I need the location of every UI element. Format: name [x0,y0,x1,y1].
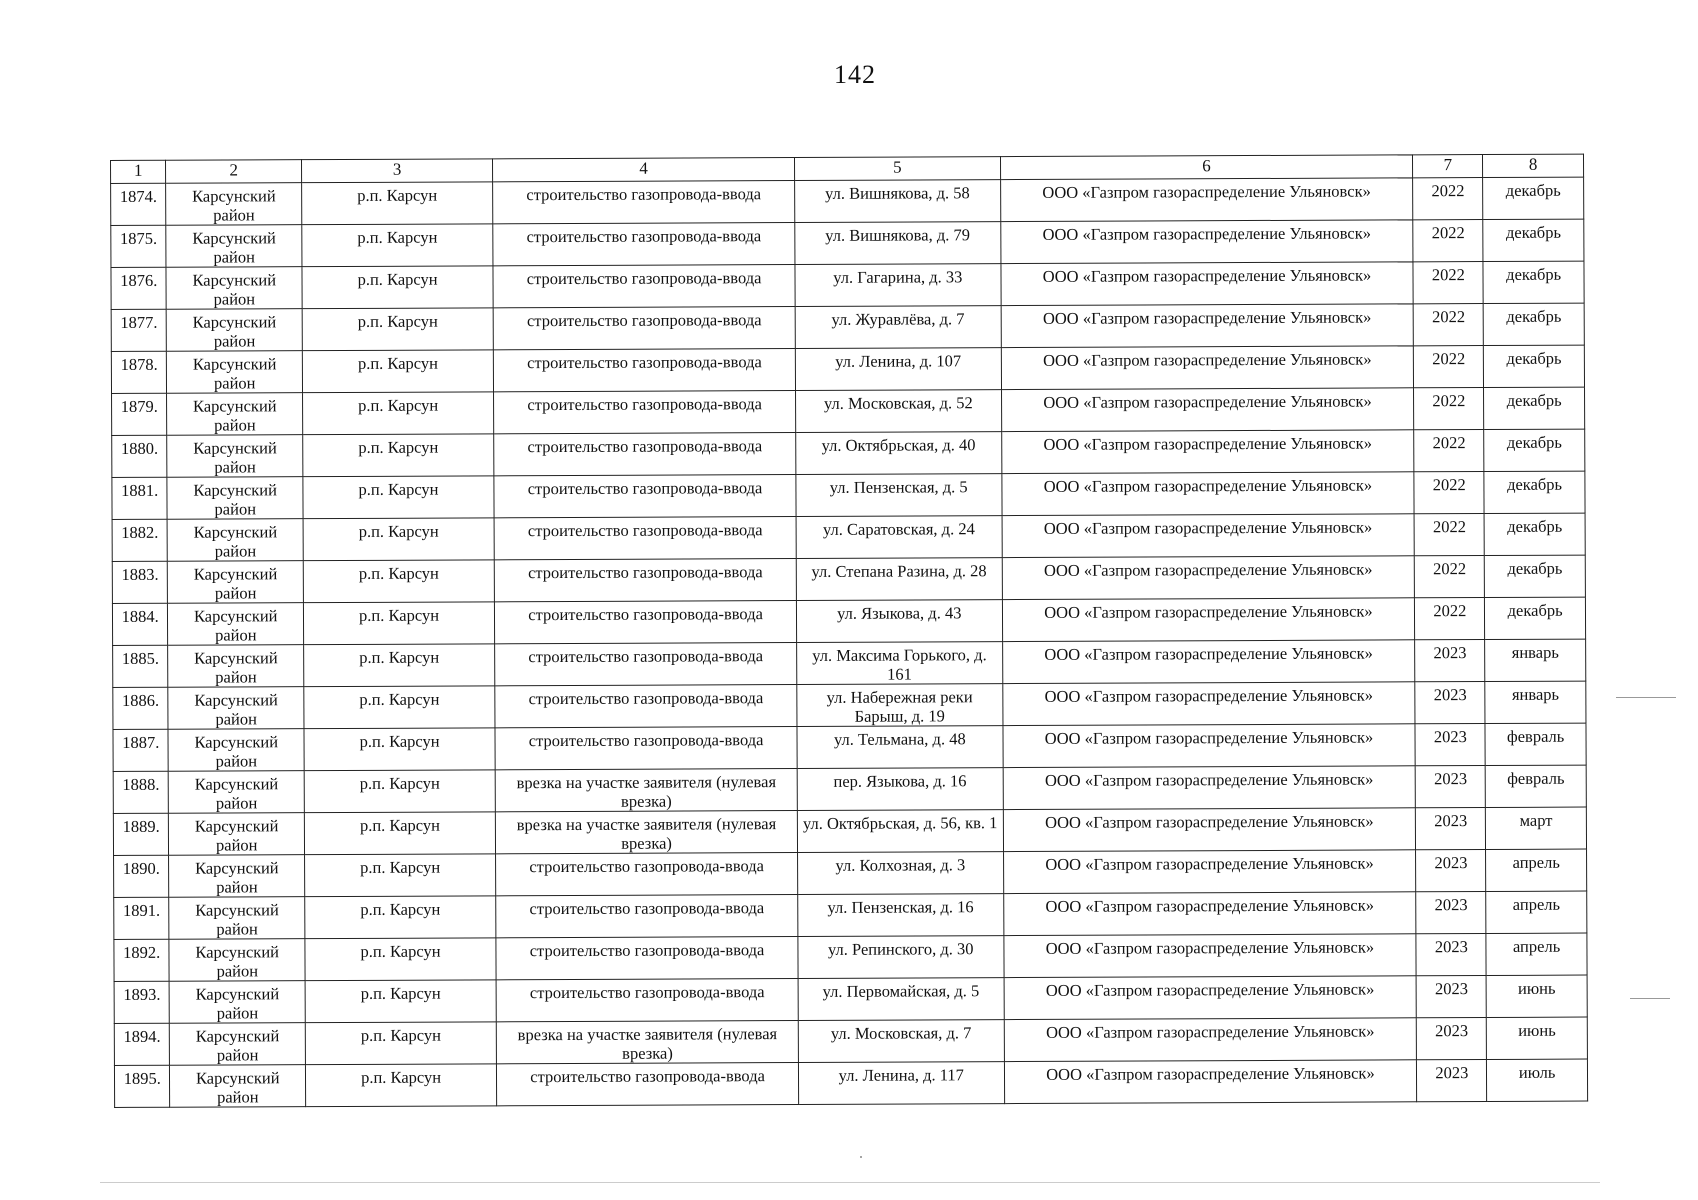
table-row [111,219,1584,267]
month-cell: декабрь [1483,261,1584,303]
page-number: 142 [834,60,876,89]
row-number-cell: 1883. [112,561,168,603]
address-cell: ул. Вишнякова, д. 58 [795,180,1001,223]
month-cell: апрель [1486,933,1587,975]
locality-cell: р.п. Карсун [305,1022,496,1065]
organization-cell: ООО «Газпром газораспределение Ульяновск» [1001,472,1414,516]
scan-artifact [1616,697,1676,698]
organization-cell: ООО «Газпром газораспределение Ульяновск» [1003,766,1416,810]
address-cell: ул. Саратовская, д. 24 [796,516,1002,559]
year-cell: 2022 [1413,220,1483,262]
row-number-cell: 1895. [114,1065,170,1107]
row-number-cell: 1891. [114,897,170,939]
year-cell: 2023 [1415,640,1485,682]
locality-cell: р.п. Карсун [302,182,493,225]
locality-cell: р.п. Карсун [304,770,495,813]
work-type-cell: строительство газопровода-ввода [495,685,797,728]
locality-cell: р.п. Карсун [302,224,493,267]
organization-cell: ООО «Газпром газораспределение Ульяновск» [1001,430,1414,474]
address-cell: ул. Московская, д. 7 [798,1020,1004,1063]
work-type-cell: строительство газопровода-ввода [496,979,798,1022]
district-cell: Карсунский район [168,603,304,646]
table-row [112,555,1585,603]
locality-cell: р.п. Карсун [305,1064,496,1107]
district-cell: Карсунский район [166,183,302,226]
year-cell: 2023 [1416,892,1486,934]
work-type-cell: врезка на участке заявителя (нулевая врезка) [496,1021,798,1064]
month-cell: март [1486,807,1587,849]
organization-cell: ООО «Газпром газораспределение Ульяновск» [1002,682,1415,726]
column-header: 3 [302,159,493,183]
address-cell: пер. Языкова, д. 16 [797,768,1003,811]
year-cell: 2022 [1415,556,1485,598]
district-cell: Карсунский район [168,519,304,562]
locality-cell: р.п. Карсун [303,392,494,435]
table-row [111,261,1584,309]
table-row [113,807,1586,855]
district-cell: Карсунский район [170,1065,306,1108]
year-cell: 2022 [1414,430,1484,472]
table-row [113,681,1586,729]
district-cell: Карсунский район [169,939,305,982]
column-header: 4 [493,158,795,182]
row-number-cell: 1884. [112,603,168,645]
gas-connection-table [110,154,1588,1108]
row-number-cell: 1881. [112,477,168,519]
district-cell: Карсунский район [167,435,303,478]
year-cell: 2022 [1413,178,1483,220]
address-cell: ул. Пензенская, д. 5 [796,474,1002,517]
month-cell: апрель [1486,891,1587,933]
row-number-cell: 1876. [111,267,167,309]
row-number-cell: 1877. [111,309,167,351]
month-cell: декабрь [1485,597,1586,639]
locality-cell: р.п. Карсун [302,350,493,393]
organization-cell: ООО «Газпром газораспределение Ульяновск» [1004,1060,1417,1104]
organization-cell: ООО «Газпром газораспределение Ульяновск» [1004,976,1417,1020]
column-header: 1 [111,160,167,183]
district-cell: Карсунский район [167,309,303,352]
organization-cell: ООО «Газпром газораспределение Ульяновск» [1001,304,1414,348]
year-cell: 2022 [1414,346,1484,388]
organization-cell: ООО «Газпром газораспределение Ульяновск» [1000,178,1413,222]
district-cell: Карсунский район [169,897,305,940]
row-number-cell: 1874. [111,183,167,225]
locality-cell: р.п. Карсун [304,812,495,855]
organization-cell: ООО «Газпром газораспределение Ульяновск» [1000,220,1413,264]
table-row [111,303,1584,351]
address-cell: ул. Ленина, д. 107 [795,348,1001,391]
address-cell: ул. Журавлёва, д. 7 [795,306,1001,349]
work-type-cell: строительство газопровода-ввода [493,223,795,266]
address-cell: ул. Степана Разина, д. 28 [796,558,1002,601]
year-cell: 2023 [1417,1060,1487,1102]
month-cell: июнь [1486,975,1587,1017]
column-header: 7 [1413,155,1483,178]
table-row [114,975,1587,1023]
district-cell: Карсунский район [166,267,302,310]
month-cell: декабрь [1484,513,1585,555]
work-type-cell: строительство газопровода-ввода [494,433,796,476]
address-cell: ул. Тельмана, д. 48 [797,726,1003,769]
month-cell: декабрь [1483,219,1584,261]
address-cell: ул. Вишнякова, д. 79 [795,222,1001,265]
month-cell: декабрь [1485,555,1586,597]
scan-artifact [100,1182,1600,1183]
organization-cell: ООО «Газпром газораспределение Ульяновск» [1002,724,1415,768]
month-cell: январь [1485,681,1586,723]
district-cell: Карсунский район [167,477,303,520]
month-cell: январь [1485,639,1586,681]
work-type-cell: строительство газопровода-ввода [496,937,798,980]
table-row [112,597,1585,645]
address-cell: ул. Ленина, д. 117 [799,1062,1005,1105]
address-cell: ул. Пензенская, д. 16 [798,894,1004,937]
month-cell: декабрь [1484,471,1585,513]
work-type-cell: строительство газопровода-ввода [493,181,795,224]
locality-cell: р.п. Карсун [303,476,494,519]
address-cell: ул. Набережная реки Барыш, д. 19 [797,684,1003,727]
address-cell: ул. Октябрьская, д. 40 [796,432,1002,475]
locality-cell: р.п. Карсун [305,854,496,897]
month-cell: декабрь [1484,345,1585,387]
district-cell: Карсунский район [168,561,304,604]
row-number-cell: 1889. [113,813,169,855]
month-cell: февраль [1485,765,1586,807]
district-cell: Карсунский район [168,729,304,772]
work-type-cell: строительство газопровода-ввода [494,517,796,560]
table-row [112,471,1585,519]
table-row [113,639,1586,687]
address-cell: ул. Московская, д. 52 [796,390,1002,433]
organization-cell: ООО «Газпром газораспределение Ульяновск» [1003,850,1416,894]
organization-cell: ООО «Газпром газораспределение Ульяновск» [1003,808,1416,852]
year-cell: 2023 [1415,724,1485,766]
table-row [111,345,1584,393]
month-cell: декабрь [1484,387,1585,429]
organization-cell: ООО «Газпром газораспределение Ульяновск» [1004,1018,1417,1062]
organization-cell: ООО «Газпром газораспределение Ульяновск» [1002,514,1415,558]
locality-cell: р.п. Карсун [303,518,494,561]
row-number-cell: 1879. [112,393,168,435]
organization-cell: ООО «Газпром газораспределение Ульяновск» [1001,346,1414,390]
month-cell: декабрь [1483,303,1584,345]
table-row [112,387,1585,435]
organization-cell: ООО «Газпром газораспределение Ульяновск» [1000,262,1413,306]
table-row [112,429,1585,477]
row-number-cell: 1890. [114,855,170,897]
table-row [114,1059,1587,1107]
address-cell: ул. Первомайская, д. 5 [798,978,1004,1021]
year-cell: 2023 [1416,934,1486,976]
work-type-cell: строительство газопровода-ввода [496,853,798,896]
locality-cell: р.п. Карсун [302,266,493,309]
column-header: 2 [166,160,302,184]
locality-cell: р.п. Карсун [305,938,496,981]
locality-cell: р.п. Карсун [304,728,495,771]
district-cell: Карсунский район [170,1023,306,1066]
organization-cell: ООО «Газпром газораспределение Ульяновск» [1003,934,1416,978]
row-number-cell: 1882. [112,519,168,561]
locality-cell: р.п. Карсун [302,308,493,351]
district-cell: Карсунский район [169,813,305,856]
locality-cell: р.п. Карсун [304,644,495,687]
locality-cell: р.п. Карсун [305,896,496,939]
row-number-cell: 1886. [113,687,169,729]
row-number-cell: 1892. [114,939,170,981]
work-type-cell: строительство газопровода-ввода [494,559,796,602]
address-cell: ул. Октябрьская, д. 56, кв. 1 [797,810,1003,853]
table-body [111,177,1588,1107]
locality-cell: р.п. Карсун [304,686,495,729]
month-cell: апрель [1486,849,1587,891]
locality-cell: р.п. Карсун [303,434,494,477]
year-cell: 2022 [1414,472,1484,514]
column-header: 8 [1483,154,1584,177]
address-cell: ул. Гагарина, д. 33 [795,264,1001,307]
work-type-cell: строительство газопровода-ввода [493,265,795,308]
work-type-cell: врезка на участке заявителя (нулевая врезка) [495,769,797,812]
table-row [111,177,1584,225]
work-type-cell: строительство газопровода-ввода [493,307,795,350]
scan-artifact [860,1156,862,1158]
table-row [114,849,1587,897]
district-cell: Карсунский район [167,393,303,436]
row-number-cell: 1887. [113,729,169,771]
locality-cell: р.п. Карсун [303,602,494,645]
year-cell: 2023 [1416,850,1486,892]
work-type-cell: строительство газопровода-ввода [495,601,797,644]
organization-cell: ООО «Газпром газораспределение Ульяновск» [1002,556,1415,600]
table-row [113,765,1586,813]
organization-cell: ООО «Газпром газораспределение Ульяновск» [1002,598,1415,642]
district-cell: Карсунский район [168,687,304,730]
column-header: 6 [1000,155,1413,180]
work-type-cell: строительство газопровода-ввода [497,1063,799,1106]
row-number-cell: 1894. [114,1023,170,1065]
district-cell: Карсунский район [169,771,305,814]
month-cell: июнь [1487,1017,1588,1059]
work-type-cell: строительство газопровода-ввода [495,643,797,686]
organization-cell: ООО «Газпром газораспределение Ульяновск» [1001,388,1414,432]
work-type-cell: строительство газопровода-ввода [494,391,796,434]
row-number-cell: 1893. [114,981,170,1023]
locality-cell: р.п. Карсун [303,560,494,603]
district-cell: Карсунский район [169,855,305,898]
table-row [112,513,1585,561]
address-cell: ул. Языкова, д. 43 [796,600,1002,643]
row-number-cell: 1885. [113,645,169,687]
row-number-cell: 1888. [113,771,169,813]
table-row [114,891,1587,939]
table-row [113,723,1586,771]
month-cell: декабрь [1483,177,1584,219]
district-cell: Карсунский район [170,981,306,1024]
year-cell: 2023 [1416,808,1486,850]
work-type-cell: врезка на участке заявителя (нулевая врезка) [495,811,797,854]
district-cell: Карсунский район [167,351,303,394]
row-number-cell: 1875. [111,225,167,267]
work-type-cell: строительство газопровода-ввода [496,895,798,938]
row-number-cell: 1880. [112,435,168,477]
address-cell: ул. Колхозная, д. 3 [798,852,1004,895]
address-cell: ул. Репинского, д. 30 [798,936,1004,979]
month-cell: июль [1487,1059,1588,1101]
year-cell: 2022 [1414,388,1484,430]
month-cell: декабрь [1484,429,1585,471]
year-cell: 2023 [1416,976,1486,1018]
table-row [114,933,1587,981]
work-type-cell: строительство газопровода-ввода [494,475,796,518]
work-type-cell: строительство газопровода-ввода [495,727,797,770]
year-cell: 2022 [1414,304,1484,346]
scan-artifact [1630,998,1670,999]
district-cell: Карсунский район [168,645,304,688]
year-cell: 2022 [1413,262,1483,304]
year-cell: 2023 [1417,1018,1487,1060]
row-number-cell: 1878. [111,351,167,393]
organization-cell: ООО «Газпром газораспределение Ульяновск» [1002,640,1415,684]
organization-cell: ООО «Газпром газораспределение Ульяновск» [1003,892,1416,936]
year-cell: 2022 [1414,514,1484,556]
table-row [114,1017,1587,1065]
year-cell: 2023 [1416,766,1486,808]
column-header: 5 [795,157,1001,181]
district-cell: Карсунский район [166,225,302,268]
month-cell: февраль [1485,723,1586,765]
address-cell: ул. Максима Горького, д. 161 [797,642,1003,685]
year-cell: 2022 [1415,598,1485,640]
locality-cell: р.п. Карсун [305,980,496,1023]
year-cell: 2023 [1415,682,1485,724]
work-type-cell: строительство газопровода-ввода [493,349,795,392]
